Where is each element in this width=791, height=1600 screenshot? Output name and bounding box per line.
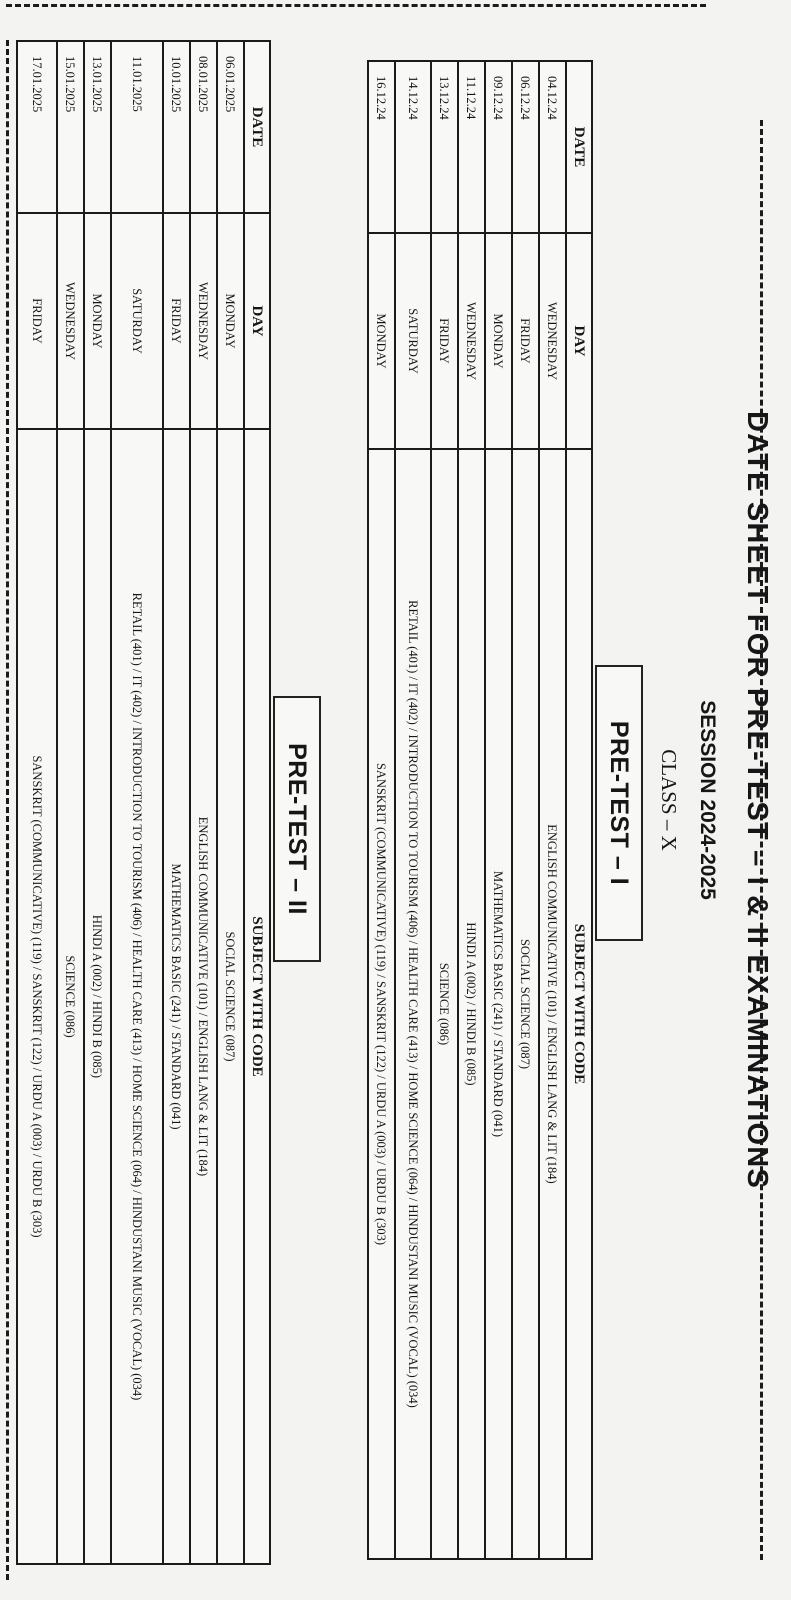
date-header: DATE — [566, 61, 592, 233]
table-row — [17, 41, 57, 1564]
subject-header: SUBJECT WITH CODE — [566, 449, 592, 1559]
table-row — [111, 41, 163, 1564]
table-row — [539, 61, 566, 1559]
day-cell: MONDAY — [217, 213, 244, 429]
pretest2-rows — [17, 41, 244, 1564]
class-label: CLASS – X — [657, 749, 681, 851]
subject-cell: SCIENCE (086) — [57, 429, 84, 1564]
day-header: DAY — [566, 233, 592, 449]
session-label: SESSION 2024-2025 — [696, 700, 719, 900]
day-cell: FRIDAY — [163, 213, 190, 429]
day-cell: MONDAY — [368, 233, 395, 449]
day-cell: WEDNESDAY — [190, 213, 217, 429]
day-cell: WEDNESDAY — [458, 233, 485, 449]
table-row — [57, 41, 84, 1564]
day-cell: MONDAY — [84, 213, 111, 429]
subject-cell: RETAIL (401) / IT (402) / INTRODUCTION TO TOURISM (406) / HEALTH CARE (413) / HOME SCIENCE (064) / HINDUSTANI MUSIC (VOCAL) (034) — [395, 449, 431, 1559]
document-title: DATE SHEET FOR PRE-TEST – I & II EXAMINATIONS — [741, 411, 773, 1189]
date-cell: 04.12.24 — [539, 61, 566, 233]
subject-cell: ENGLISH COMMUNICATIVE (101) / ENGLISH LANG & LIT (184) — [539, 449, 566, 1559]
pretest2-table — [16, 40, 271, 1565]
date-cell: 13.01.2025 — [84, 41, 111, 213]
date-cell: 11.01.2025 — [111, 41, 163, 213]
subject-cell: HINDI A (002) / HINDI B (085) — [84, 429, 111, 1564]
date-cell: 08.01.2025 — [190, 41, 217, 213]
subject-cell: SCIENCE (086) — [431, 449, 458, 1559]
table-row — [368, 61, 395, 1559]
date-cell: 10.01.2025 — [163, 41, 190, 213]
pretest1-title: PRE-TEST – I — [595, 665, 643, 941]
subject-cell: HINDI A (002) / HINDI B (085) — [458, 449, 485, 1559]
subject-cell: SOCIAL SCIENCE (087) — [512, 449, 539, 1559]
subject-cell: SANSKRIT (COMMUNICATIVE) (119) / SANSKRIT (122) / URDU A (003) / URDU B (303) — [368, 449, 395, 1559]
pretest1-rows — [368, 61, 566, 1559]
date-cell: 17.01.2025 — [17, 41, 57, 213]
day-header: DAY — [244, 213, 270, 429]
day-cell: FRIDAY — [512, 233, 539, 449]
subject-cell: RETAIL (401) / IT (402) / INTRODUCTION TO TOURISM (406) / HEALTH CARE (413) / HOME SCIENCE (064) / HINDUSTANI MUSIC (VOCAL) (034) — [111, 429, 163, 1564]
table-row — [512, 61, 539, 1559]
table-row — [163, 41, 190, 1564]
pretest1-table — [367, 60, 593, 1560]
date-cell: 15.01.2025 — [57, 41, 84, 213]
table-row — [84, 41, 111, 1564]
table-header-row — [566, 61, 592, 1559]
table-row — [217, 41, 244, 1564]
date-cell: 13.12.24 — [431, 61, 458, 233]
day-cell: SATURDAY — [395, 233, 431, 449]
date-cell: 14.12.24 — [395, 61, 431, 233]
date-cell: 16.12.24 — [368, 61, 395, 233]
date-cell: 11.12.24 — [458, 61, 485, 233]
day-cell: MONDAY — [485, 233, 512, 449]
subject-cell: MATHEMATICS BASIC (241) / STANDARD (041) — [163, 429, 190, 1564]
day-cell: FRIDAY — [17, 213, 57, 429]
subject-cell: SANSKRIT (COMMUNICATIVE) (119) / SANSKRIT (122) / URDU A (003) / URDU B (303) — [17, 429, 57, 1564]
subject-cell: MATHEMATICS BASIC (241) / STANDARD (041) — [485, 449, 512, 1559]
day-cell: WEDNESDAY — [57, 213, 84, 429]
subject-header: SUBJECT WITH CODE — [244, 429, 270, 1564]
day-cell: WEDNESDAY — [539, 233, 566, 449]
table-row — [395, 61, 431, 1559]
table-row — [458, 61, 485, 1559]
subject-cell: ENGLISH COMMUNICATIVE (101) / ENGLISH LANG & LIT (184) — [190, 429, 217, 1564]
table-row — [431, 61, 458, 1559]
day-cell: FRIDAY — [431, 233, 458, 449]
date-cell: 06.12.24 — [512, 61, 539, 233]
date-header: DATE — [244, 41, 270, 213]
table-row — [190, 41, 217, 1564]
table-row — [485, 61, 512, 1559]
day-cell: SATURDAY — [111, 213, 163, 429]
table-header-row — [244, 41, 270, 1564]
subject-cell: SOCIAL SCIENCE (087) — [217, 429, 244, 1564]
date-cell: 09.12.24 — [485, 61, 512, 233]
date-cell: 06.01.2025 — [217, 41, 244, 213]
pretest2-title: PRE-TEST – II — [273, 696, 321, 962]
